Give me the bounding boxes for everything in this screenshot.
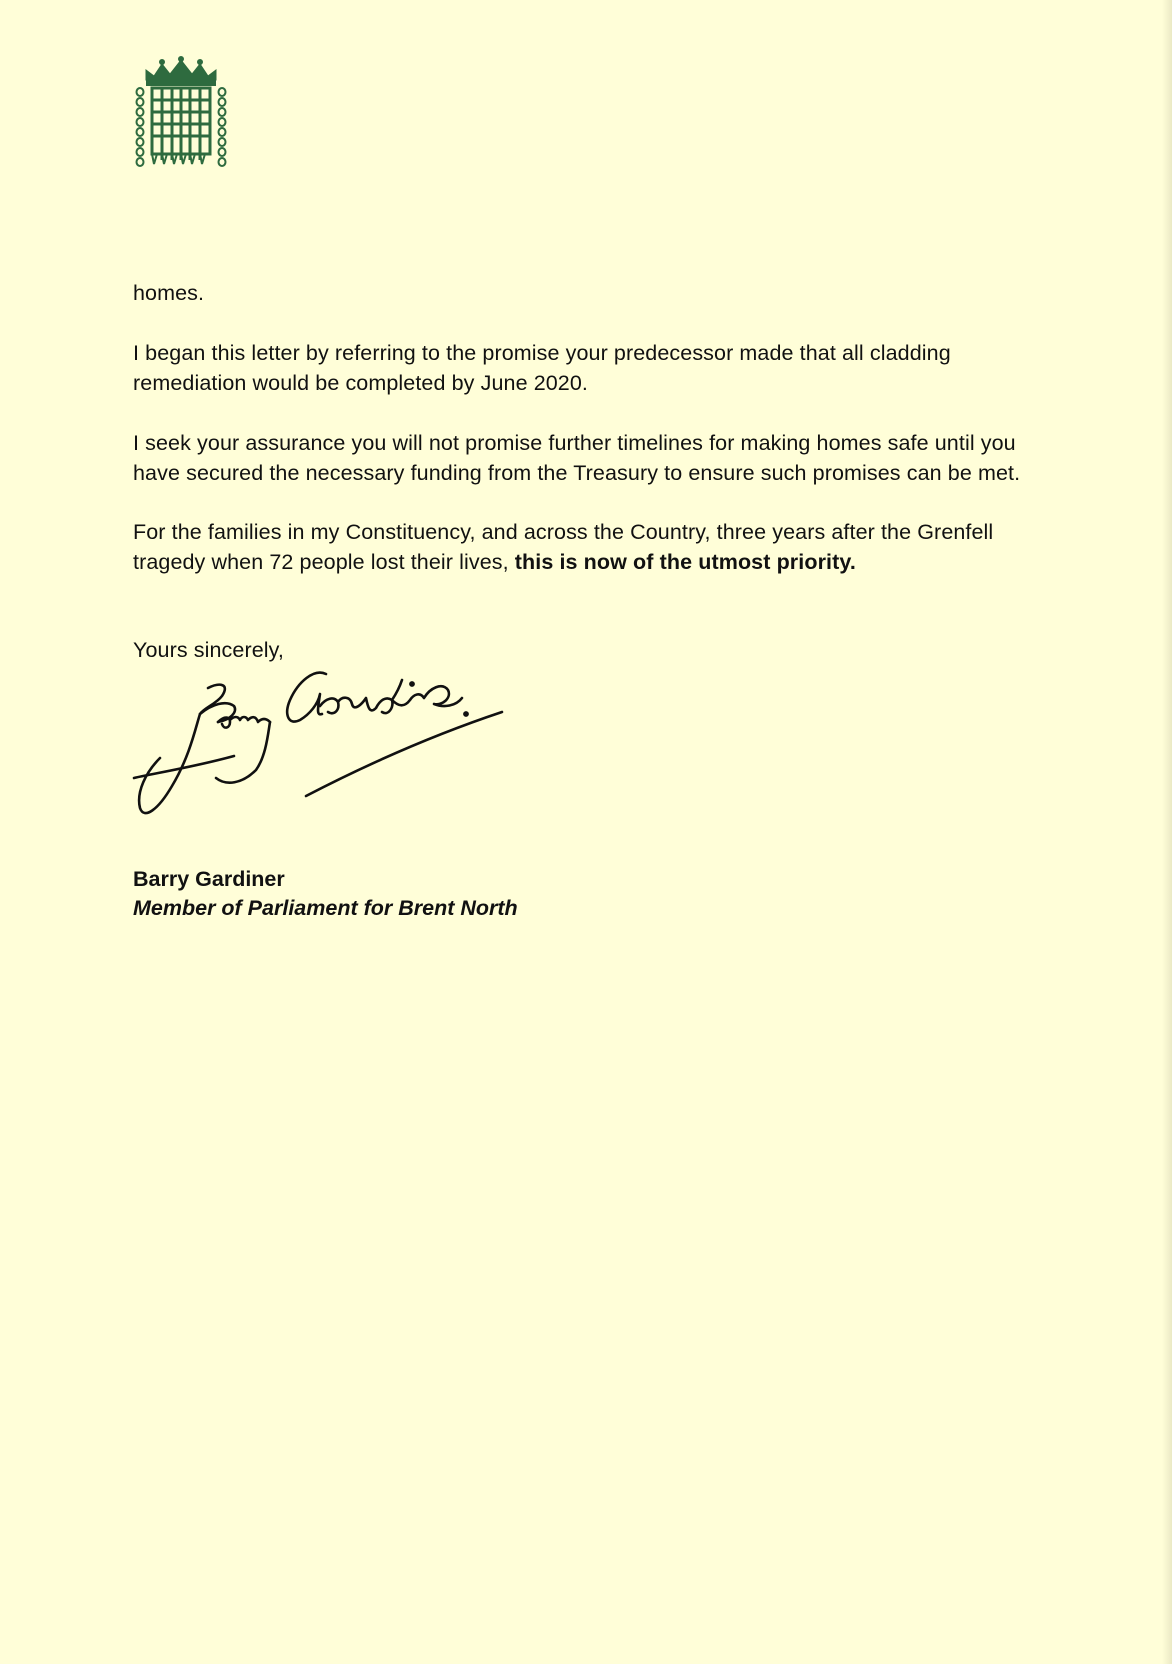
signer-title: Member of Parliament for Brent North (133, 896, 518, 920)
portcullis-icon (134, 56, 228, 168)
paragraph-families-text: For the families in my Constituency, and across the Country, three years after the Grenfell tragedy when 72 people lost their lives, (133, 520, 994, 574)
closing-salutation: Yours sincerely, (133, 638, 284, 662)
signer-name: Barry Gardiner (133, 867, 285, 891)
paragraph-families (133, 517, 1063, 577)
paragraph-promise: I began this letter by referring to the promise your predecessor made that all cladding remediation would be completed by June 2020. (133, 341, 951, 395)
paragraph-assurance: I seek your assurance you will not promise further timelines for making homes safe until you have secured the necessary funding from the Treasury to ensure such promises can be met. (133, 431, 1021, 485)
paragraph-homes: homes. (133, 281, 205, 305)
paragraph-families-emphasis: this is now of the utmost priority. (514, 550, 856, 574)
handwritten-signature (130, 660, 540, 855)
page-edge-shadow (1162, 0, 1172, 1664)
